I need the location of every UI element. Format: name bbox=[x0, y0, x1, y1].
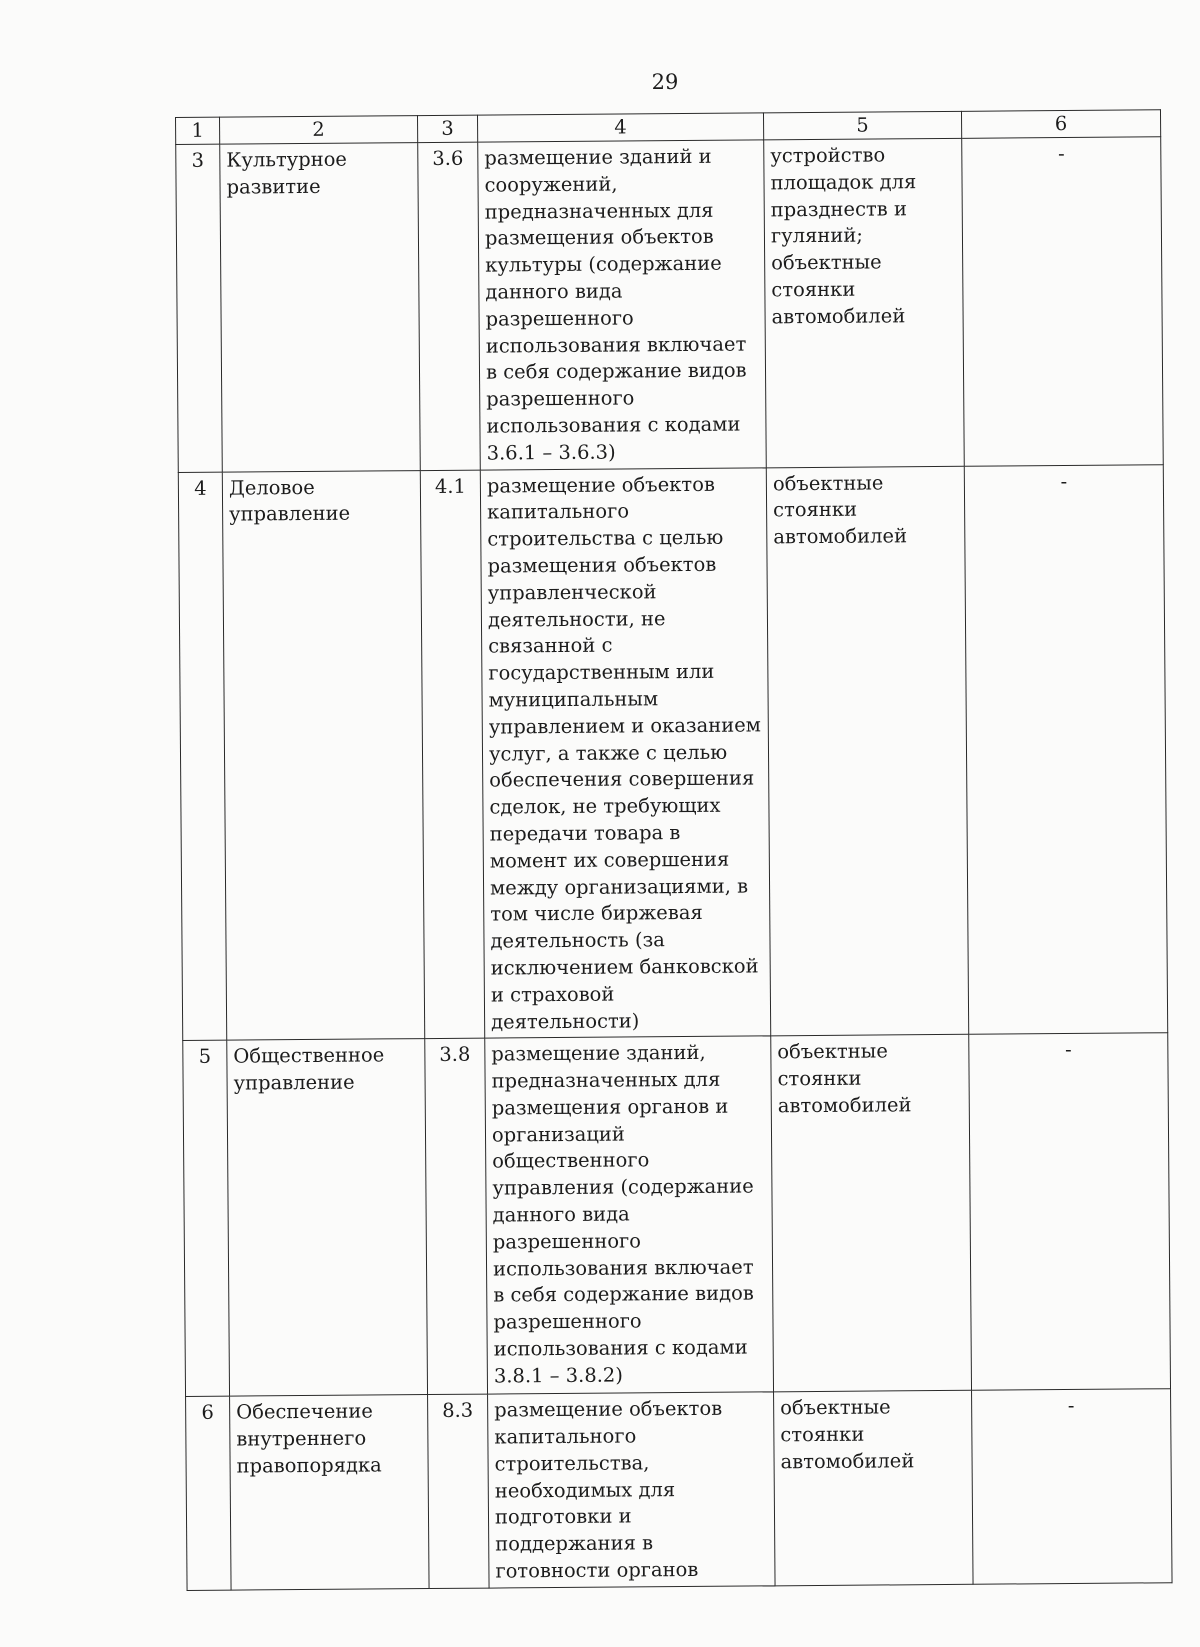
row-number: 6 bbox=[186, 1396, 232, 1590]
column-6-value: - bbox=[969, 1033, 1171, 1391]
use-type-code: 8.3 bbox=[428, 1394, 490, 1588]
auxiliary-uses: устройство площадок для празднеств и гуляний; объектные стоянки автомобилей bbox=[764, 138, 965, 467]
column-header: 6 bbox=[961, 110, 1160, 139]
table-row bbox=[176, 137, 1164, 472]
column-6-value: - bbox=[972, 1389, 1173, 1584]
page-number: 29 bbox=[651, 70, 679, 94]
row-number: 3 bbox=[176, 144, 223, 472]
use-type-description: размещение объектов капитального строительства, необходимых для подготовки и поддержания в готовности органов bbox=[488, 1392, 776, 1588]
use-type-description: размещение объектов капитального строительства с целью размещения объектов управленческой деятельности, не связанной с государственным или муниципальным управлением и оказанием услуг, а также с целью обеспечения совершения сделок, не требующих передачи товара в момент их совершения между организациями, в том числе биржевая деятельность (за исключением банковской и страховой деятельности) bbox=[480, 467, 770, 1038]
column-header: 4 bbox=[477, 113, 763, 142]
auxiliary-uses: объектные стоянки автомобилей bbox=[774, 1391, 974, 1586]
use-type-name: Обеспечение внутреннего правопорядка bbox=[230, 1395, 430, 1590]
table-row bbox=[178, 464, 1167, 1040]
use-type-code: 3.8 bbox=[425, 1038, 488, 1394]
use-type-code: 3.6 bbox=[418, 142, 481, 470]
column-header: 2 bbox=[220, 116, 418, 145]
row-number: 5 bbox=[183, 1040, 230, 1396]
use-type-code: 4.1 bbox=[420, 470, 484, 1039]
land-use-table bbox=[175, 109, 1173, 1591]
column-header: 1 bbox=[176, 117, 220, 144]
auxiliary-uses: объектные стоянки автомобилей bbox=[771, 1035, 972, 1393]
use-type-description: размещение зданий и сооружений, предназначенных для размещения объектов культуры (содержание данного вида разрешенного использования включает в себя содержание видов разрешенного использования с кодами 3.6.1 – 3.6.3) bbox=[478, 140, 767, 470]
auxiliary-uses: объектные стоянки автомобилей bbox=[766, 466, 968, 1036]
use-type-name: Деловое управление bbox=[222, 470, 424, 1040]
table-row bbox=[186, 1389, 1172, 1590]
column-6-value: - bbox=[964, 464, 1167, 1034]
table-row bbox=[183, 1033, 1171, 1397]
column-6-value: - bbox=[962, 137, 1164, 466]
column-header: 3 bbox=[417, 115, 477, 142]
use-type-description: размещение зданий, предназначенных для размещения органов и организаций общественного управления (содержание данного вида разрешенного использования включает в себя содержание видов разрешенного использования с кодами 3.8.1 – 3.8.2) bbox=[485, 1036, 774, 1394]
column-header: 5 bbox=[763, 111, 961, 140]
row-number: 4 bbox=[178, 472, 226, 1041]
use-type-name: Культурное развитие bbox=[220, 143, 421, 472]
use-type-name: Общественное управление bbox=[227, 1039, 428, 1397]
